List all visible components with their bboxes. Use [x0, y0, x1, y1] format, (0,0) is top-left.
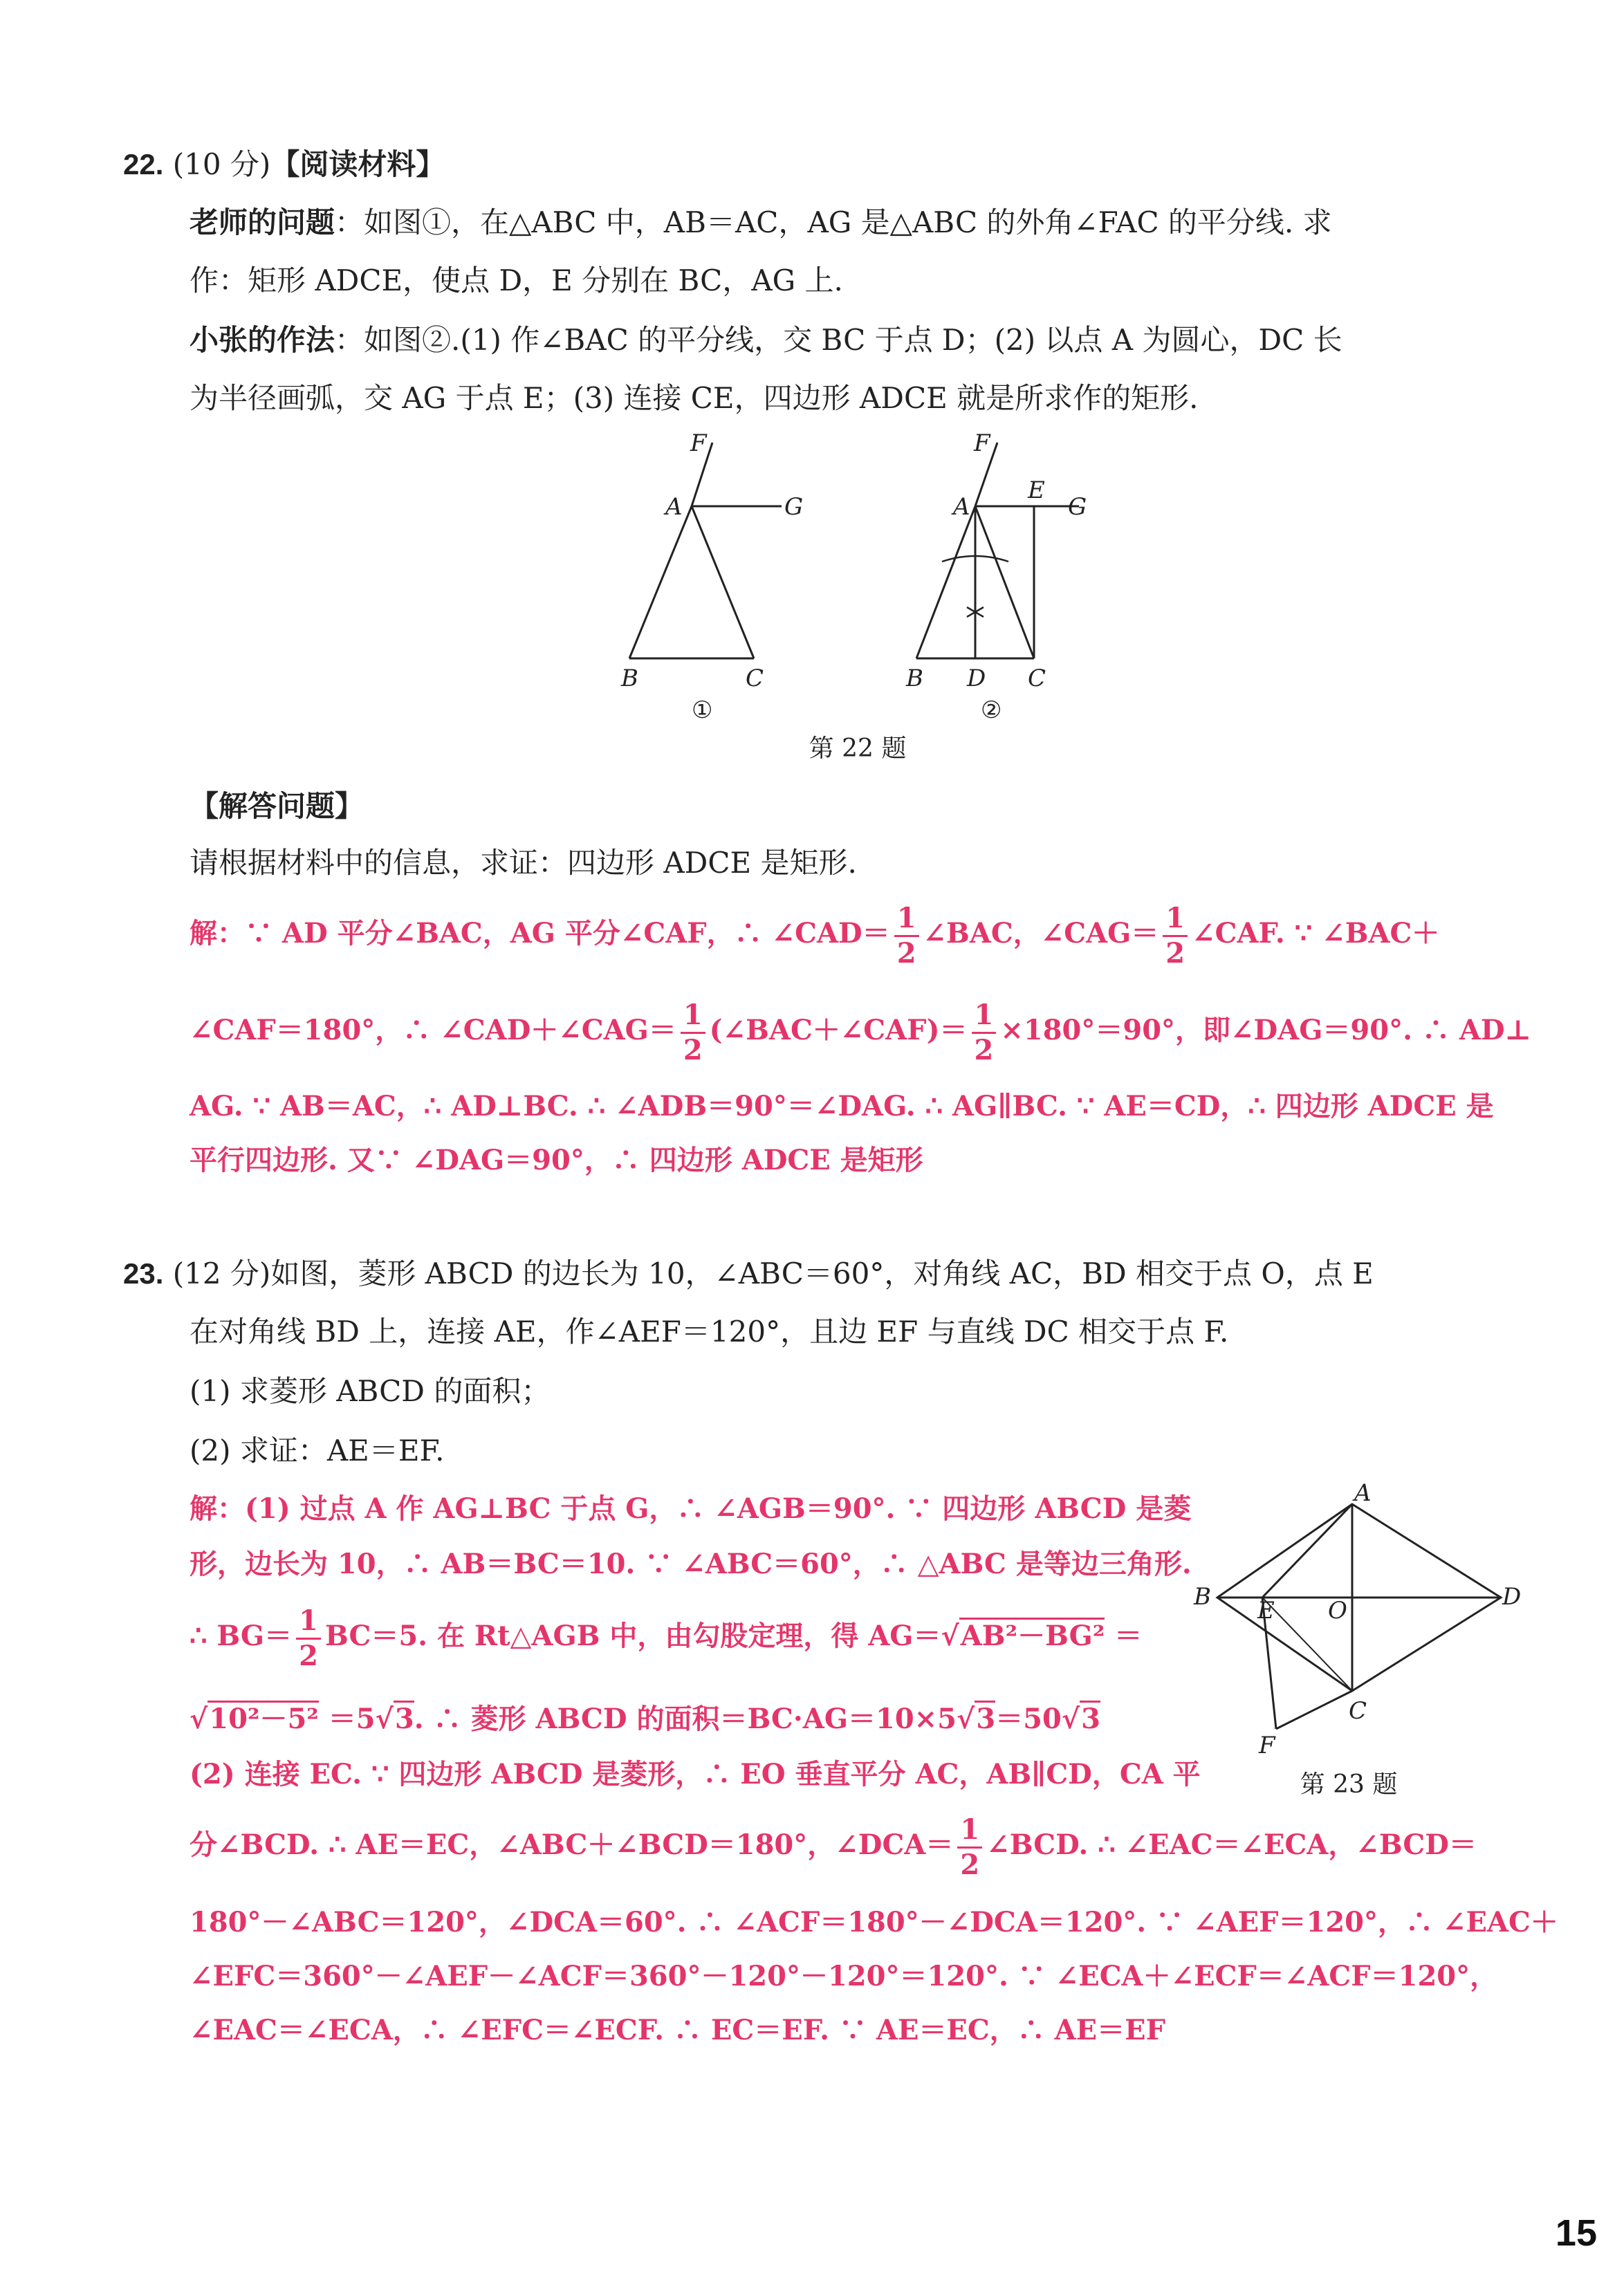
q22-zhang-line-1 — [190, 311, 1342, 369]
q22-sol-line-2 — [190, 996, 1531, 1065]
q23-text-2: 在对角线 BD 上，连接 AE，作∠AEF＝120°，且边 EF 与直线 DC 相交于点 F. — [190, 1315, 1229, 1349]
fig2-label-F: F — [974, 429, 990, 457]
q23-sol-line-7: 180°－∠ABC＝120°，∠DCA＝60°. ∴ ∠ACF＝180°－∠DCA＝120°. ∵ ∠AEF＝120°，∴ ∠EAC＋ — [190, 1906, 1558, 1938]
q23-part1: (1) 求菱形 ABCD 的面积； — [190, 1374, 551, 1408]
q23-sol-4e: 3 — [975, 1701, 995, 1735]
q23-fig-label-E: E — [1257, 1597, 1275, 1624]
q22-sol-line-4: 平行四边形. 又∵ ∠DAG＝90°，∴ 四边形 ADCE 是矩形 — [190, 1144, 923, 1176]
q23-sol-6a: 分∠BCD. ∴ AE＝EC，∠ABC＋∠BCD＝180°，∠DCA＝ — [190, 1829, 954, 1861]
q23-sol-line-8: ∠EFC＝360°－∠AEF－∠ACF＝360°－120°－120°＝120°. ∵ ∠ECA＋∠ECF＝∠ACF＝120°， — [190, 1960, 1498, 1992]
q23-sol-4b: ＝5 — [318, 1703, 376, 1735]
half-fraction: $\frac{1}{2}$ — [894, 905, 919, 968]
q23-sol-4f: ＝50 — [995, 1703, 1062, 1735]
q23-sol-line-4: √10²－5² ＝5√3. ∴ 菱形 ABCD 的面积＝BC·AG＝10×5√3＝50√3 — [190, 1690, 1100, 1748]
q22-sol-line-1 — [190, 899, 1439, 968]
q22-prompt: 请根据材料中的信息，求证：四边形 ADCE 是矩形. — [190, 846, 857, 880]
q23-sol-3c: AB²－BG² — [959, 1618, 1105, 1652]
q22-number: 22. — [123, 148, 164, 180]
q23-sol-line-1: 解：(1) 过点 A 作 AG⊥BC 于点 G，∴ ∠AGB＝90°. ∵ 四边形 ABCD 是菱 — [190, 1492, 1192, 1525]
q22-sol-2c: ×180°＝90°，即∠DAG＝90°. ∴ AD⊥ — [1000, 1014, 1531, 1046]
fig1-tag: ① — [692, 696, 713, 724]
fig2-tag: ② — [981, 696, 1002, 724]
q22-sol-2a: ∠CAF＝180°，∴ ∠CAD＋∠CAG＝ — [190, 1014, 676, 1046]
q23-fig-label-D: D — [1502, 1583, 1522, 1611]
q22-section-title: 【阅读材料】 — [270, 147, 445, 181]
q23-part2: (2) 求证：AE＝EF. — [190, 1434, 445, 1468]
q23-sol-3a: ∴ BG＝ — [190, 1620, 293, 1652]
q22-zhang-line-2: 为半径画弧，交 AG 于点 E；(3) 连接 CE，四边形 ADCE 就是所求作的矩形. — [190, 381, 1199, 415]
q22-sol-1b: ∠BAC，∠CAG＝ — [923, 917, 1159, 950]
q23-fig-label-B: B — [1194, 1583, 1211, 1611]
q23-caption: 第 23 题 — [1300, 1770, 1398, 1799]
q23-fig-label-O: O — [1328, 1597, 1347, 1624]
q22-sol-1a: 解：∵ AD 平分∠BAC，AG 平分∠CAF，∴ ∠CAD＝ — [190, 917, 890, 950]
fig1-label-A: A — [665, 493, 683, 521]
q22-header — [123, 136, 445, 194]
q23-sol-4d: . ∴ 菱形 ABCD 的面积＝BC·AG＝10×5 — [414, 1703, 957, 1735]
q23-sol-4c: 3 — [394, 1701, 414, 1735]
q23-sol-line-9: ∠EAC＝∠ECA，∴ ∠EFC＝∠ECF. ∴ EC＝EF. ∵ AE＝EC，∴ AE＝EF — [190, 2014, 1166, 2046]
fig1-label-B: B — [621, 665, 638, 692]
q23-fig-label-F: F — [1259, 1732, 1275, 1759]
q23-figure — [1183, 1480, 1542, 1770]
half-fraction: $\frac{1}{2}$ — [972, 1001, 997, 1064]
fig2-label-C: C — [1028, 665, 1046, 692]
teacher-text-1: ：如图①，在△ABC 中，AB＝AC，AG 是△ABC 的外角∠FAC 的平分线. 求 — [335, 205, 1332, 239]
q22-caption: 第 22 题 — [809, 734, 907, 763]
half-fraction: $\frac{1}{2}$ — [681, 1001, 705, 1064]
fig2-label-E: E — [1028, 476, 1045, 504]
q23-sol-3d: ＝ — [1105, 1620, 1143, 1652]
q23-sol-4a: 10²－5² — [207, 1701, 319, 1735]
q23-sol-line-6 — [190, 1811, 1477, 1880]
q22-figure-2 — [892, 429, 1120, 740]
q23-number: 23. — [123, 1257, 164, 1290]
zhang-text-1: ：如图②.(1) 作∠BAC 的平分线，交 BC 于点 D；(2) 以点 A 为圆心，DC 长 — [335, 323, 1342, 357]
q23-sol-line-3: ∴ BG＝ $\frac{1}{2}$ BC＝5. 在 Rt△AGB 中，由勾股定理，得 AG＝√AB²－BG² ＝ — [190, 1604, 1143, 1672]
zhang-label: 小张的作法 — [190, 323, 335, 357]
fig2-label-B: B — [906, 665, 923, 692]
q23-sol-line-2: 形，边长为 10，∴ AB＝BC＝10. ∵ ∠ABC＝60°，∴ △ABC 是等边三角形. — [190, 1548, 1192, 1580]
q22-sol-line-3: AG. ∵ AB＝AC，∴ AD⊥BC. ∴ ∠ADB＝90°＝∠DAG. ∴ AG∥BC. ∵ AE＝CD，∴ 四边形 ADCE 是 — [190, 1090, 1494, 1122]
q22-answer-title: 【解答问题】 — [190, 789, 364, 823]
q22-score: (10 分) — [172, 147, 271, 181]
q23-fig-label-C: C — [1349, 1697, 1367, 1725]
q22-sol-1c: ∠CAF. ∵ ∠BAC＋ — [1192, 917, 1440, 950]
fig2-label-D: D — [967, 665, 986, 692]
q23-sol-3b: BC＝5. 在 Rt△AGB 中，由勾股定理，得 AG＝ — [324, 1620, 941, 1652]
q22-teacher-line-2: 作：矩形 ADCE，使点 D，E 分别在 BC，AG 上. — [190, 263, 843, 297]
fig2-label-A: A — [953, 493, 970, 521]
half-fraction: $\frac{1}{2}$ — [296, 1607, 321, 1670]
q22-sol-2b: (∠BAC＋∠CAF)＝ — [709, 1014, 968, 1046]
q23-sol-line-5: (2) 连接 EC. ∵ 四边形 ABCD 是菱形，∴ EO 垂直平分 AC，AB∥CD，CA 平 — [190, 1758, 1201, 1790]
fig1-label-G: G — [784, 493, 804, 521]
half-fraction: $\frac{1}{2}$ — [957, 1816, 982, 1879]
q23-line-1 — [123, 1245, 1374, 1303]
fig1-label-C: C — [746, 665, 764, 692]
q23-sol-4g: 3 — [1080, 1701, 1100, 1735]
fig2-label-G: G — [1068, 493, 1087, 521]
page-number: 15 — [1555, 2212, 1597, 2254]
q23-text-1: (12 分)如图，菱形 ABCD 的边长为 10，∠ABC＝60°，对角线 AC，BD 相交于点 O，点 E — [172, 1257, 1374, 1290]
q23-sol-6b: ∠BCD. ∴ ∠EAC＝∠ECA，∠BCD＝ — [986, 1829, 1477, 1861]
teacher-label: 老师的问题 — [190, 205, 335, 239]
half-fraction: $\frac{1}{2}$ — [1163, 905, 1188, 968]
q22-teacher-line-1 — [190, 194, 1332, 252]
q22-figure-1 — [609, 429, 830, 740]
fig1-label-F: F — [690, 429, 707, 457]
q23-fig-label-A: A — [1354, 1480, 1372, 1507]
